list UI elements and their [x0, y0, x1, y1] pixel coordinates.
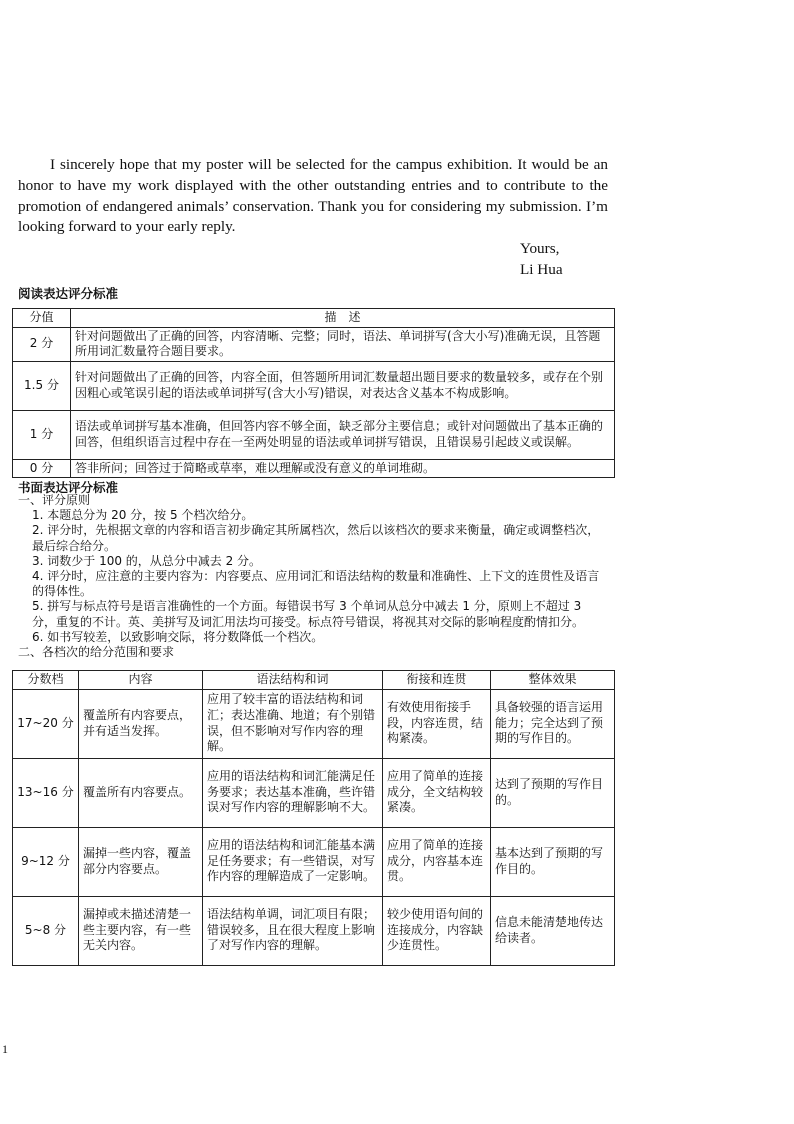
table-header-row — [13, 671, 615, 690]
grammar-cell: 应用的语法结构和词汇能满足任务要求；表达基本准确，些许错误对写作内容的理解影响不大。 — [203, 758, 383, 827]
table-row — [13, 689, 615, 758]
description-cell: 语法或单词拼写基本准确，但回答内容不够全面，缺乏部分主要信息；或针对问题做出了基本正确的回答，但组织语言过程中存在一至两处明显的语法或单词拼写错误，且错误易引起歧义或误解。 — [71, 410, 615, 459]
score-cell: 2 分 — [13, 327, 71, 361]
section-heading: 一、评分原则 — [18, 493, 91, 507]
content-cell: 覆盖所有内容要点。 — [79, 758, 203, 827]
header-content: 内容 — [79, 671, 203, 690]
reading-rubric-table — [12, 308, 615, 478]
letter-body — [18, 155, 608, 238]
range-cell: 9~12 分 — [13, 827, 79, 896]
writing-rubric-table — [12, 670, 615, 966]
grammar-cell: 语法结构单调，词汇项目有限；错误较多，且在很大程度上影响了对写作内容的理解。 — [203, 896, 383, 965]
table-row — [13, 896, 615, 965]
header-grammar: 语法结构和词 — [203, 671, 383, 690]
rule-item: 4. 评分时，应注意的主要内容为：内容要点、应用词汇和语法结构的数量和准确性、上下文的连贯性及语言的得体性。 — [32, 569, 600, 599]
range-cell: 17~20 分 — [13, 689, 79, 758]
writing-rubric-title: 书面表达评分标准 — [18, 480, 119, 495]
score-cell: 0 分 — [13, 459, 71, 478]
reading-rubric-title: 阅读表达评分标准 — [18, 286, 119, 301]
header-description: 描 述 — [71, 309, 615, 328]
scoring-principles — [18, 493, 608, 660]
header-score: 分值 — [13, 309, 71, 328]
letter-signature: Li Hua — [520, 261, 563, 278]
table-row — [13, 758, 615, 827]
section-heading: 二、各档次的给分范围和要求 — [18, 645, 175, 660]
effect-cell: 达到了预期的写作目的。 — [491, 758, 615, 827]
description-cell: 针对问题做出了正确的回答，内容全面，但答题所用词汇数量超出题目要求的数量较多，或存在个别因粗心或笔误引起的语法或单词拼写(含大小写)错误，对表达含义基本不构成影响。 — [71, 361, 615, 410]
score-cell: 1 分 — [13, 410, 71, 459]
letter-paragraph: I sincerely hope that my poster will be selected for the campus exhibition. It would be an honor to have my work displayed with the other outstanding entries and to contribute to the promotion of endangered animals’ conservation. Thank you for considering my submission. I’m looking forward to your early reply. — [18, 156, 608, 236]
description-cell: 答非所问；回答过于简略或草率，难以理解或没有意义的单词堆砌。 — [71, 459, 615, 478]
table-row — [13, 827, 615, 896]
effect-cell: 基本达到了预期的写作目的。 — [491, 827, 615, 896]
header-range: 分数档 — [13, 671, 79, 690]
content-cell: 覆盖所有内容要点，并有适当发挥。 — [79, 689, 203, 758]
page-number: 1 — [2, 1042, 8, 1056]
rule-item: 3. 词数少于 100 的，从总分中减去 2 分。 — [32, 553, 262, 568]
range-cell: 5~8 分 — [13, 896, 79, 965]
table-row — [13, 459, 615, 478]
grammar-cell: 应用的语法结构和词汇能基本满足任务要求；有一些错误，对写作内容的理解造成了一定影响。 — [203, 827, 383, 896]
cohesion-cell: 有效使用衔接手段，内容连贯，结构紧凑。 — [383, 689, 491, 758]
grammar-cell: 应用了较丰富的语法结构和词汇；表达准确、地道；有个别错误，但不影响对写作内容的理解。 — [203, 689, 383, 758]
rule-item: 1. 本题总分为 20 分，按 5 个档次给分。 — [32, 508, 254, 523]
header-effect: 整体效果 — [491, 671, 615, 690]
content-cell: 漏掉或未描述清楚一些主要内容，有一些无关内容。 — [79, 896, 203, 965]
effect-cell: 具备较强的语言运用能力；完全达到了预期的写作目的。 — [491, 689, 615, 758]
letter-closing: Yours, — [520, 240, 560, 257]
table-row — [13, 410, 615, 459]
rule-item: 6. 如书写较差，以致影响交际，将分数降低一个档次。 — [32, 629, 324, 644]
table-row — [13, 327, 615, 361]
description-cell: 针对问题做出了正确的回答，内容清晰、完整；同时，语法、单词拼写(含大小写)准确无误，且答题所用词汇数量符合题目要求。 — [71, 327, 615, 361]
range-cell: 13~16 分 — [13, 758, 79, 827]
effect-cell: 信息未能清楚地传达给读者。 — [491, 896, 615, 965]
cohesion-cell: 应用了简单的连接成分，全文结构较紧凑。 — [383, 758, 491, 827]
content-cell: 漏掉一些内容，覆盖部分内容要点。 — [79, 827, 203, 896]
rule-item: 5. 拼写与标点符号是语言准确性的一个方面。每错误书写 3 个单词从总分中减去 1 分，原则上不超过 3 分，重复的不计。英、美拼写及词汇用法均可接受。标点符号错误，将视其对交际的影响程度酌情扣分。 — [32, 599, 585, 629]
table-header-row — [13, 309, 615, 328]
table-row — [13, 361, 615, 410]
score-cell: 1.5 分 — [13, 361, 71, 410]
cohesion-cell: 较少使用语句间的连接成分，内容缺少连贯性。 — [383, 896, 491, 965]
header-cohesion: 衔接和连贯 — [383, 671, 491, 690]
cohesion-cell: 应用了简单的连接成分，内容基本连贯。 — [383, 827, 491, 896]
rule-item: 2. 评分时，先根据文章的内容和语言初步确定其所属档次，然后以该档次的要求来衡量，确定或调整档次，最后综合给分。 — [32, 523, 600, 553]
